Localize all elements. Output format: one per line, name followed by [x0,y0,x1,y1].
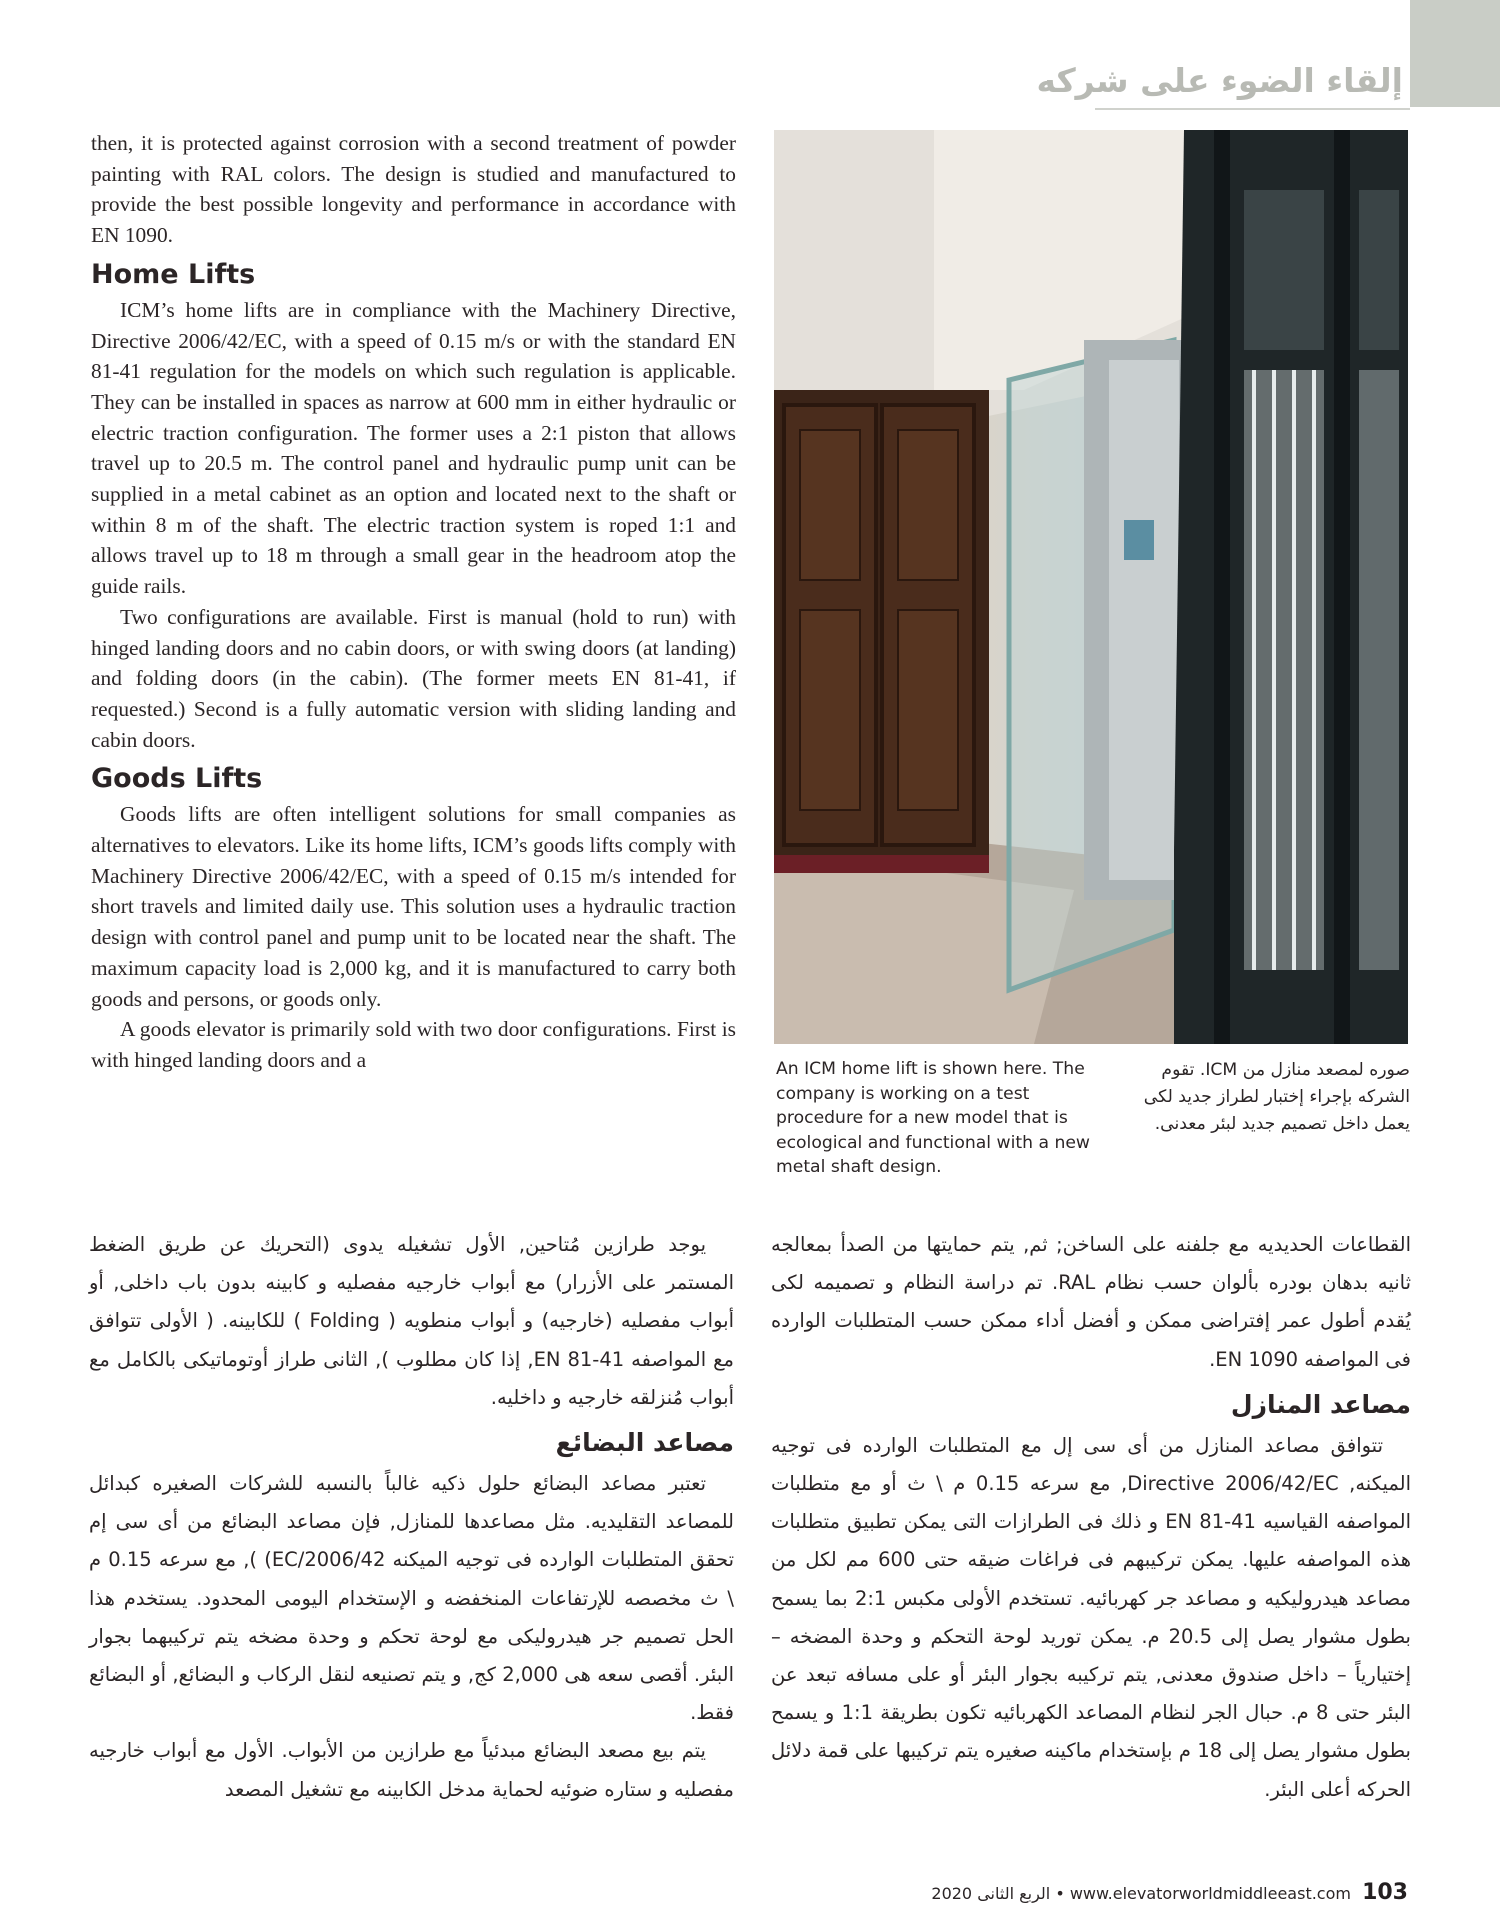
corner-tab [1410,0,1500,107]
home-lifts-heading: Home Lifts [91,258,256,290]
arabic-goods-lifts-paragraph-1: تعتبر مصاعد البضائع حلول ذكيه غالباً بالنسبه للشركات الصغيره كبدائل للمصاعد التقليديه. مثل مصاعدها للمنازل, فإن مصاعد البضائع من أى سى إم تحقق المتطلبات الوارده فى توجيه الميكنه EC/2006/42) ), مع سرعه 0.15 م \ ث مخصصه للإرتفاعات المنخفضه و الإستخدام اليومى المحدود. يستخدم هذا الحل تصميم جر هيدروليكى مع لوحة تحكم و وحدة مضخه يتم تركيبهما بجوار البئر. أقصى سعه هى 2,000 كج, و يتم تصنيعه لنقل الركاب و البضائع, أو البضائع فقط. [89,1472,734,1725]
section-rule [1095,108,1410,110]
arabic-goods-lifts-paragraph-2: يتم بيع مصعد البضائع مبدئياً مع طرازين من الأبواب. الأول مع أبواب خارجيه مفصليه و ستاره ضوئيه لحماية مدخل الكابينه مع تشغيل المصعد [89,1739,734,1801]
page-number: 103 [1362,1880,1408,1905]
home-lifts-paragraph-2: Two configurations are available. First is manual (hold to run) with hinged landing doors and no cabin doors, or with swing doors (at landing) and folding doors (in the cabin). (The former meets EN 81-41, if requested.) Second is a fully automatic version with sliding landing and cabin doors. [91,604,736,752]
footer-issue: الربع الثانى 2020 [931,1884,1051,1903]
arabic-intro-paragraph: القطاعات الحديديه مع جلفنه على الساخن; ثم, يتم حمايتها من الصدأ بمعالجه ثانيه بدهان بودره بألوان حسب نظام RAL. تم دراسة النظام و تصميمه لكى يُقدم أطول عمر إفتراضى ممكن و أفضل أداء ممكن حسب المتطلبات الوارده فى المواصفه EN 1090. [771,1233,1412,1371]
arabic-home-lifts-heading: مصاعد المنازل [1230,1389,1411,1419]
footer-separator: • [1055,1884,1065,1903]
arabic-home-lifts-paragraph: تتوافق مصاعد المنازل من أى سى إل مع المتطلبات الوارده فى توجيه الميكنه, Directive 2006/42/EC, مع سرعه 0.15 م \ ث أو مع متطلبات المواصفه القياسيه EN 81-41 و ذلك فى الطرازات التى يمكن تطبيق متطلبات هذه المواصفه عليها. يمكن تركيبهم فى فراغات ضيقه حتى 600 مم لكل من مصاعد هيدروليكيه و مصاعد جر كهربائيه. تستخدم الأولى مكبس 2:1 بما يسمح بطول مشوار يصل إلى 20.5 م. يمكن توريد لوحة التحكم و وحدة المضخه – إختيارياً – داخل صندوق معدنى, يتم تركيبه بجوار البئر أو على مسافه تبعد عن البئر حتى 8 م. حبال الجر لنظام المصاعد الكهربائيه تكون بطريقة 1:1 و يسمح بطول مشوار يصل إلى 18 م بإستخدام ماكينه صغيره يتم تركيبها على قمة دلائل الحركه أعلى البئر. [771,1433,1412,1801]
arabic-right-column [771,1226,1411,1809]
arabic-goods-lifts-heading: مصاعد البضائع [555,1428,734,1458]
goods-lifts-heading: Goods Lifts [91,763,263,795]
english-intro-paragraph: then, it is protected against corrosion with a second treatment of powder painting with RAL colors. The design is studied and manufactured to provide the best possible longevity and performance in accordance with EN 1090. [91,131,736,248]
home-lifts-paragraph-1: ICM’s home lifts are in compliance with the Machinery Directive, Directive 2006/42/EC, with a speed of 0.15 m/s or with the standard EN 81-41 regulation for the models on which such regulation is applicable. They can be installed in spaces as narrow at 600 mm in either hydraulic or electric traction configuration. The former uses a 2:1 piston that allows travel up to 20.5 m. The control panel and hydraulic pump unit can be supplied in a metal cabinet as an option and located next to the shaft or within 8 m of the shaft. The electric traction system is roped 1:1 and allows travel up to 18 m through a small gear in the headroom atop the guide rails. [91,297,736,599]
photo-caption-arabic: صوره لمصعد منازل من ICM. تقوم الشركه بإجراء إختبار لطراز جديد لكى يعمل داخل تصميم جديد لبئر معدنى. [1143,1060,1410,1134]
section-title: إلقاء الضوء على شركه [1036,61,1403,100]
goods-lifts-paragraph-1: Goods lifts are often intelligent solutions for small companies as alternatives to elevators. Like its home lifts, ICM’s goods lifts comply with Machinery Directive 2006/42/EC, with a speed of 0.15 m/s intended for short travels and limited daily use. This solution uses a hydraulic traction design with control panel and pump unit to be located near the shaft. The maximum capacity load is 2,000 kg, and it is manufactured to carry both goods and persons, or goods only. [91,802,736,1011]
photo-caption-english: An ICM home lift is shown here. The company is working on a test procedure for a new model that is ecological and functional with a new metal shaft design. [776,1059,1090,1177]
arabic-left-column [89,1226,734,1809]
home-lift-illustration [774,130,1408,1044]
home-lift-photo [774,130,1408,1044]
english-column [91,128,736,1076]
page-footer [708,1880,1408,1905]
footer-url[interactable]: www.elevatorworldmiddleeast.com [1069,1884,1351,1903]
arabic-configurations-paragraph: يوجد طرازين مُتاحين, الأول تشغيله يدوى (التحريك عن طريق الضغط المستمر على الأزرار) مع أبواب خارجيه مفصليه و كابينه بدون باب داخلى, أو أبواب مفصليه (خارجيه) و أبواب منطويه ( Folding ) للكابينه. ( الأولى تتوافق مع المواصفه EN 81-41, إذا كان مطلوب ), الثانى طراز أوتوماتيكى بالكامل مع أبواب مُنزلقه خارجيه و داخليه. [89,1233,734,1409]
goods-lifts-paragraph-2: A goods elevator is primarily sold with two door configurations. First is with hinged landing doors and a [91,1017,736,1072]
